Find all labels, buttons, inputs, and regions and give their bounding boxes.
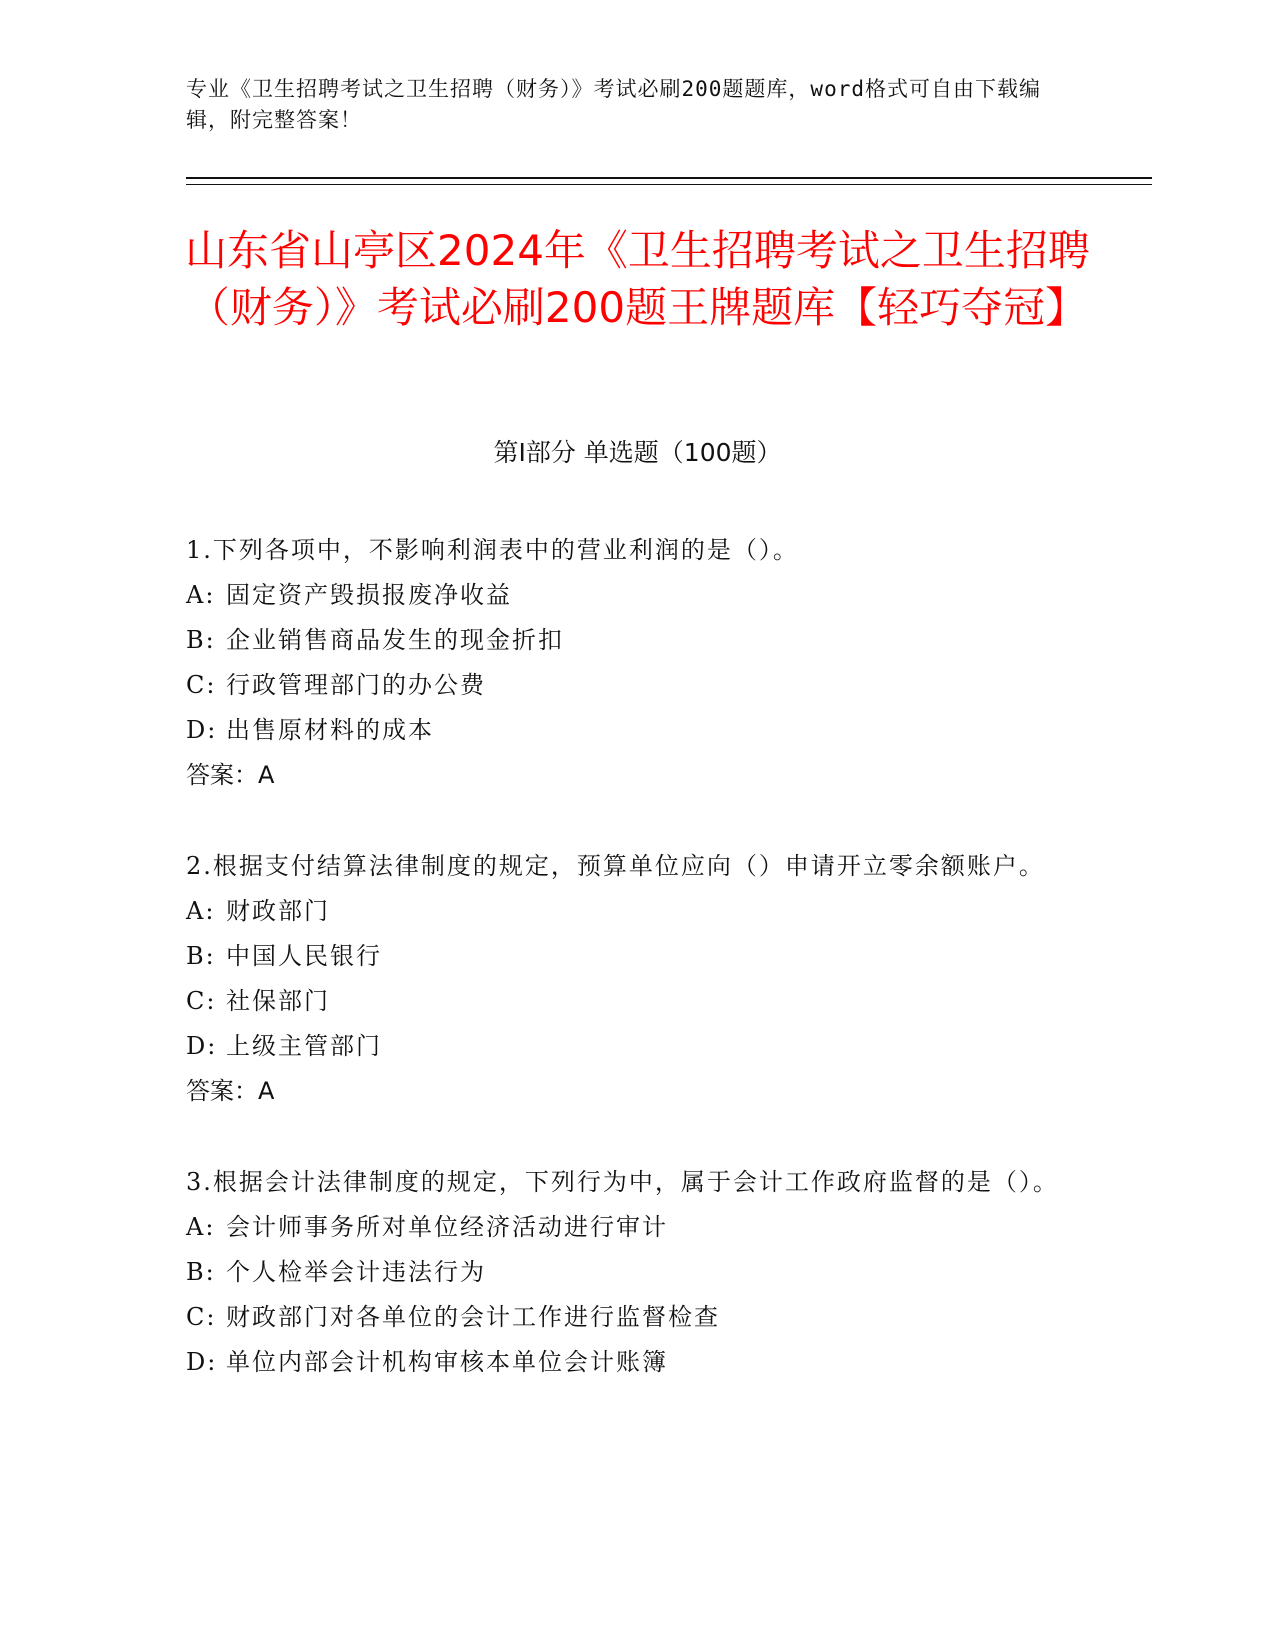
option-text: 固定资产毁损报废净收益 xyxy=(226,581,512,609)
option-text: 财政部门 xyxy=(226,897,330,925)
option-c xyxy=(186,663,1066,708)
option-text: 会计师事务所对单位经济活动进行审计 xyxy=(226,1213,668,1241)
document-title: 山东省山亭区2024年《卫生招聘考试之卫生招聘（财务）》考试必刷200题王牌题库【轻巧夺冠】 xyxy=(185,226,1090,332)
question-list xyxy=(186,528,1066,1431)
option-c xyxy=(186,1295,1066,1340)
option-b xyxy=(186,1250,1066,1295)
option-key: B: xyxy=(186,626,216,654)
header-divider-thick xyxy=(186,177,1152,179)
option-key: D: xyxy=(186,1032,218,1060)
option-key: B: xyxy=(186,942,216,970)
option-text: 企业销售商品发生的现金折扣 xyxy=(226,626,564,654)
option-text: 行政管理部门的办公费 xyxy=(226,671,486,699)
option-key: C: xyxy=(186,987,217,1015)
header-note: 专业《卫生招聘考试之卫生招聘（财务）》考试必刷200题题库，word格式可自由下载编辑，附完整答案！ xyxy=(186,77,1041,132)
option-text: 财政部门对各单位的会计工作进行监督检查 xyxy=(226,1303,720,1331)
option-text: 出售原材料的成本 xyxy=(226,716,434,744)
option-text: 单位内部会计机构审核本单位会计账簿 xyxy=(226,1348,668,1376)
option-key: A: xyxy=(186,897,216,925)
option-key: D: xyxy=(186,1348,218,1376)
option-key: C: xyxy=(186,671,217,699)
option-b xyxy=(186,618,1066,663)
question-stem: 3.根据会计法律制度的规定，下列行为中，属于会计工作政府监督的是（）。 xyxy=(186,1168,1059,1196)
option-key: D: xyxy=(186,716,218,744)
option-d xyxy=(186,1024,1066,1069)
option-d xyxy=(186,708,1066,753)
option-text: 上级主管部门 xyxy=(226,1032,382,1060)
option-key: B: xyxy=(186,1258,216,1286)
option-key: A: xyxy=(186,581,216,609)
question-item xyxy=(186,528,1066,798)
option-text: 社保部门 xyxy=(226,987,330,1015)
option-b xyxy=(186,934,1066,979)
option-text: 中国人民银行 xyxy=(226,942,382,970)
option-a xyxy=(186,1205,1066,1250)
option-key: C: xyxy=(186,1303,217,1331)
question-item xyxy=(186,1160,1066,1385)
question-stem: 1.下列各项中，不影响利润表中的营业利润的是（）。 xyxy=(186,536,799,564)
option-a xyxy=(186,889,1066,934)
question-item xyxy=(186,844,1066,1114)
header-divider-thin xyxy=(186,184,1152,185)
option-d xyxy=(186,1340,1066,1385)
option-text: 个人检举会计违法行为 xyxy=(226,1258,486,1286)
answer-line: 答案：A xyxy=(186,1077,275,1105)
answer-line: 答案：A xyxy=(186,761,275,789)
question-stem: 2.根据支付结算法律制度的规定，预算单位应向（）申请开立零余额账户。 xyxy=(186,852,1045,880)
option-a xyxy=(186,573,1066,618)
option-key: A: xyxy=(186,1213,216,1241)
option-c xyxy=(186,979,1066,1024)
section-heading: 第Ⅰ部分 单选题（100题） xyxy=(493,438,782,467)
